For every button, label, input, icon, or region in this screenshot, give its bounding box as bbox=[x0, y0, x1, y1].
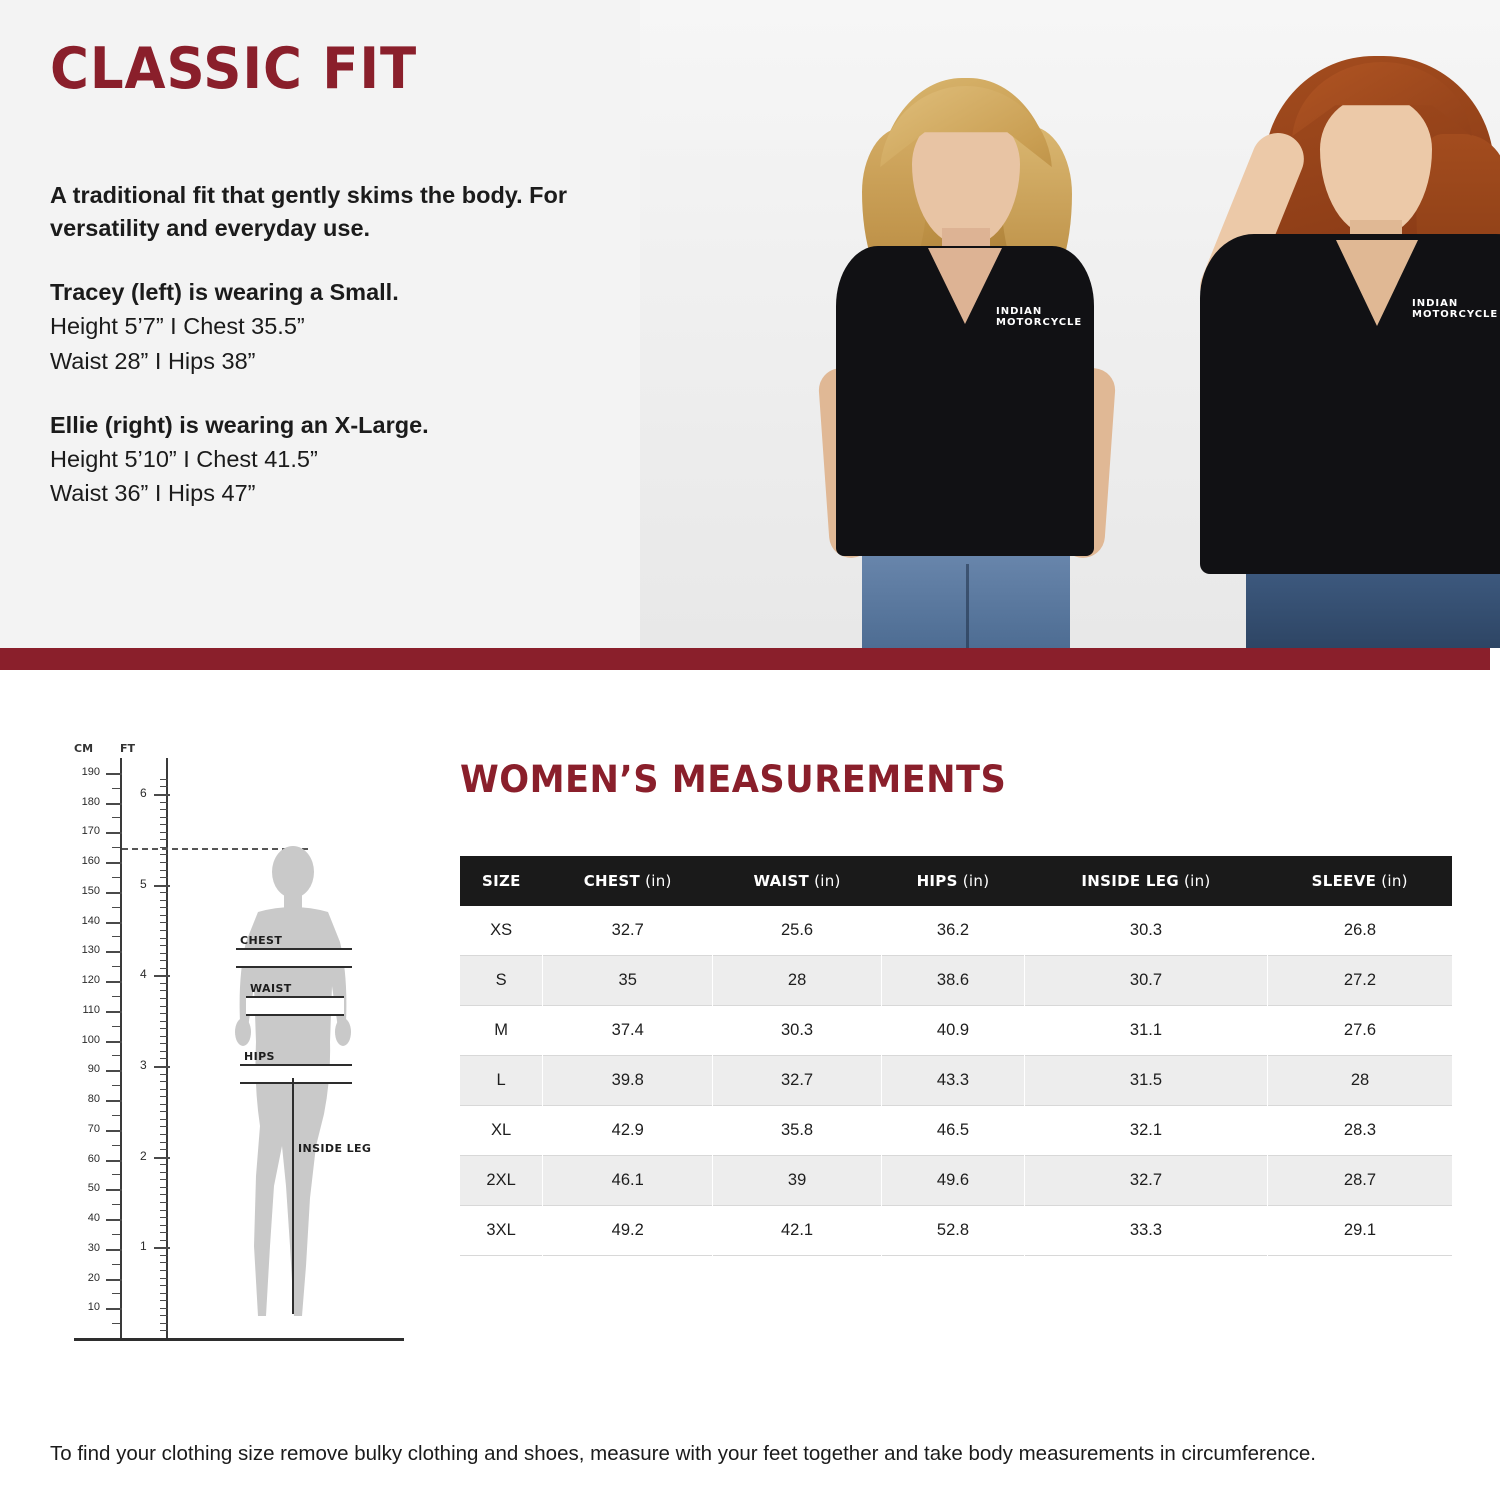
inside-leg-label: INSIDE LEG bbox=[298, 1142, 372, 1155]
cm-tick-major bbox=[106, 803, 122, 805]
ft-tick-minor bbox=[160, 1021, 168, 1022]
table-row bbox=[460, 956, 1452, 1006]
cm-tick-major bbox=[106, 1160, 122, 1162]
model-photos bbox=[640, 0, 1500, 648]
cell-measurement: 27.6 bbox=[1267, 1006, 1452, 1056]
cell-measurement: 28 bbox=[1267, 1056, 1452, 1106]
cell-size: L bbox=[460, 1056, 543, 1106]
cm-tick-label: 180 bbox=[81, 795, 100, 808]
cm-tick-major bbox=[106, 1308, 122, 1310]
cell-measurement: 27.2 bbox=[1267, 956, 1452, 1006]
ft-tick-minor bbox=[160, 847, 168, 848]
ft-tick-minor bbox=[160, 1179, 168, 1180]
cm-tick-minor bbox=[112, 1085, 120, 1086]
column-header-chest: CHEST (in) bbox=[543, 856, 713, 906]
ft-tick-minor bbox=[160, 1240, 168, 1241]
cm-tick-major bbox=[106, 1041, 122, 1043]
model-waist-hips: Waist 28” I Hips 38” bbox=[50, 347, 256, 374]
ft-tick-label: 6 bbox=[140, 786, 147, 801]
table-row bbox=[460, 906, 1452, 956]
cell-measurement: 32.7 bbox=[713, 1056, 882, 1106]
ft-tick-minor bbox=[160, 1051, 168, 1052]
column-header-sleeve: SLEEVE (in) bbox=[1267, 856, 1452, 906]
cm-tick-major bbox=[106, 832, 122, 834]
cell-measurement: 40.9 bbox=[881, 1006, 1024, 1056]
cm-tick-major bbox=[106, 1279, 122, 1281]
cell-measurement: 30.7 bbox=[1025, 956, 1268, 1006]
cm-tick-major bbox=[106, 892, 122, 894]
ft-tick-minor bbox=[160, 1330, 168, 1331]
cm-tick-minor bbox=[112, 877, 120, 878]
cm-tick-major bbox=[106, 981, 122, 983]
cell-measurement: 32.7 bbox=[1025, 1156, 1268, 1206]
ft-tick-label: 2 bbox=[140, 1148, 147, 1163]
ft-tick-minor bbox=[160, 1058, 168, 1059]
cell-measurement: 31.5 bbox=[1025, 1056, 1268, 1106]
cm-tick-minor bbox=[112, 1234, 120, 1235]
ft-tick-minor bbox=[160, 1232, 168, 1233]
table-row bbox=[460, 1056, 1452, 1106]
ft-tick-minor bbox=[160, 1225, 168, 1226]
cm-tick-label: 110 bbox=[82, 1003, 100, 1016]
cm-tick-minor bbox=[112, 817, 120, 818]
waist-band-label: WAIST bbox=[250, 982, 292, 995]
cm-tick-major bbox=[106, 773, 122, 775]
cm-tick-major bbox=[106, 1189, 122, 1191]
table-row bbox=[460, 1156, 1452, 1206]
cm-tick-label: 90 bbox=[87, 1063, 100, 1076]
table-head bbox=[460, 856, 1452, 906]
ft-tick-minor bbox=[160, 1255, 168, 1256]
ft-tick-minor bbox=[160, 1142, 168, 1143]
model-info-tracey bbox=[50, 275, 650, 377]
ft-tick-minor bbox=[160, 960, 168, 961]
cell-size: XS bbox=[460, 906, 543, 956]
ft-tick-minor bbox=[160, 922, 168, 923]
cm-tick-label: 160 bbox=[81, 855, 100, 868]
cell-measurement: 36.2 bbox=[881, 906, 1024, 956]
measurements-section bbox=[0, 670, 1500, 1500]
ft-tick-minor bbox=[160, 990, 168, 991]
ft-tick-minor bbox=[160, 1104, 168, 1105]
cm-tick-label: 40 bbox=[87, 1212, 100, 1225]
body-measurement-diagram bbox=[48, 742, 408, 1362]
ft-tick-minor bbox=[160, 1285, 168, 1286]
cm-tick-minor bbox=[112, 996, 120, 997]
hero-section bbox=[0, 0, 1500, 648]
ft-tick-label: 4 bbox=[140, 967, 147, 982]
column-header-hips: HIPS (in) bbox=[881, 856, 1024, 906]
cell-measurement: 30.3 bbox=[1025, 906, 1268, 956]
column-header-waist: WAIST (in) bbox=[713, 856, 882, 906]
waist-band bbox=[246, 996, 344, 1016]
shirt-logo: INDIAN MOTORCYCLE bbox=[1412, 298, 1499, 320]
inside-leg-line bbox=[292, 1078, 294, 1314]
ft-tick-minor bbox=[160, 1149, 168, 1150]
ft-tick-minor bbox=[160, 1119, 168, 1120]
cm-tick-label: 100 bbox=[81, 1033, 100, 1046]
ft-tick-minor bbox=[160, 817, 168, 818]
cm-axis-label: CM bbox=[74, 742, 94, 755]
ft-tick-minor bbox=[160, 1315, 168, 1316]
ft-tick-minor bbox=[160, 1172, 168, 1173]
cm-tick-minor bbox=[112, 788, 120, 789]
cell-measurement: 28.7 bbox=[1267, 1156, 1452, 1206]
ft-tick-minor bbox=[160, 1164, 168, 1165]
cell-size: M bbox=[460, 1006, 543, 1056]
cell-measurement: 32.7 bbox=[543, 906, 713, 956]
cm-tick-minor bbox=[112, 936, 120, 937]
ft-tick-minor bbox=[160, 1081, 168, 1082]
cm-tick-label: 50 bbox=[87, 1182, 100, 1195]
ft-tick-major bbox=[154, 1066, 170, 1068]
column-header-inside-leg: INSIDE LEG (in) bbox=[1025, 856, 1268, 906]
shirt-logo: INDIAN MOTORCYCLE bbox=[996, 306, 1083, 328]
cell-measurement: 29.1 bbox=[1267, 1206, 1452, 1256]
cm-axis-line bbox=[120, 758, 122, 1338]
female-body-silhouette bbox=[198, 846, 388, 1341]
ft-tick-minor bbox=[160, 1270, 168, 1271]
ft-axis-line bbox=[166, 758, 168, 1338]
model-height-chest: Height 5’7” I Chest 35.5” bbox=[50, 313, 305, 340]
ft-tick-minor bbox=[160, 877, 168, 878]
fit-description: A traditional fit that gently skims the body. For versatility and everyday use. bbox=[50, 181, 568, 242]
ft-tick-minor bbox=[160, 1028, 168, 1029]
footnote-text: To find your clothing size remove bulky clothing and shoes, measure with your feet together and take body measurements in circumference. bbox=[50, 1442, 1316, 1465]
ft-tick-minor bbox=[160, 1202, 168, 1203]
ft-tick-minor bbox=[160, 1262, 168, 1263]
cell-measurement: 32.1 bbox=[1025, 1106, 1268, 1156]
cm-tick-minor bbox=[112, 1264, 120, 1265]
cm-tick-minor bbox=[112, 1026, 120, 1027]
ft-tick-minor bbox=[160, 915, 168, 916]
cell-size: 2XL bbox=[460, 1156, 543, 1206]
cm-tick-label: 70 bbox=[87, 1122, 100, 1135]
cell-size: 3XL bbox=[460, 1206, 543, 1256]
cell-measurement: 43.3 bbox=[881, 1056, 1024, 1106]
ft-tick-label: 1 bbox=[140, 1239, 147, 1254]
model-name-size: Ellie (right) is wearing an X-Large. bbox=[50, 411, 429, 438]
ft-tick-minor bbox=[160, 945, 168, 946]
cm-tick-label: 120 bbox=[81, 974, 100, 987]
ft-tick-minor bbox=[160, 1126, 168, 1127]
ft-tick-minor bbox=[160, 930, 168, 931]
cm-tick-minor bbox=[112, 966, 120, 967]
ft-tick-minor bbox=[160, 1036, 168, 1037]
cm-tick-label: 140 bbox=[81, 914, 100, 927]
model-waist-hips: Waist 36” I Hips 47” bbox=[50, 479, 256, 506]
hips-band-label: HIPS bbox=[244, 1050, 275, 1063]
ft-tick-minor bbox=[160, 968, 168, 969]
page-title: CLASSIC FIT bbox=[50, 36, 418, 102]
model-figure-tracey bbox=[800, 68, 1130, 648]
cell-measurement: 52.8 bbox=[881, 1206, 1024, 1256]
table-title: WOMEN’S MEASUREMENTS bbox=[460, 758, 1007, 801]
ft-tick-minor bbox=[160, 802, 168, 803]
ft-tick-minor bbox=[160, 786, 168, 787]
cm-tick-minor bbox=[112, 847, 120, 848]
cell-measurement: 42.1 bbox=[713, 1206, 882, 1256]
cell-measurement: 46.1 bbox=[543, 1156, 713, 1206]
ft-tick-minor bbox=[160, 1300, 168, 1301]
table-header-row bbox=[460, 856, 1452, 906]
ft-tick-minor bbox=[160, 998, 168, 999]
cell-measurement: 33.3 bbox=[1025, 1206, 1268, 1256]
cm-tick-major bbox=[106, 1130, 122, 1132]
cm-tick-major bbox=[106, 1100, 122, 1102]
ft-tick-minor bbox=[160, 809, 168, 810]
cell-size: S bbox=[460, 956, 543, 1006]
cm-tick-minor bbox=[112, 907, 120, 908]
ft-tick-minor bbox=[160, 983, 168, 984]
cell-measurement: 28.3 bbox=[1267, 1106, 1452, 1156]
ft-tick-minor bbox=[160, 1308, 168, 1309]
size-chart-table bbox=[460, 856, 1452, 1256]
ft-tick-minor bbox=[160, 900, 168, 901]
ft-tick-minor bbox=[160, 1013, 168, 1014]
cell-measurement: 35 bbox=[543, 956, 713, 1006]
ft-tick-minor bbox=[160, 1111, 168, 1112]
cm-tick-major bbox=[106, 1011, 122, 1013]
ft-axis-label: FT bbox=[120, 742, 136, 755]
ft-tick-major bbox=[154, 885, 170, 887]
ft-tick-minor bbox=[160, 854, 168, 855]
cm-tick-label: 10 bbox=[87, 1301, 100, 1314]
cm-tick-label: 130 bbox=[81, 944, 100, 957]
ft-tick-minor bbox=[160, 779, 168, 780]
cm-tick-major bbox=[106, 922, 122, 924]
cm-tick-label: 60 bbox=[87, 1152, 100, 1165]
model-info-ellie bbox=[50, 408, 650, 510]
ft-tick-minor bbox=[160, 1134, 168, 1135]
cm-tick-label: 80 bbox=[87, 1093, 100, 1106]
cell-measurement: 31.1 bbox=[1025, 1006, 1268, 1056]
ft-tick-minor bbox=[160, 907, 168, 908]
table-body bbox=[460, 906, 1452, 1256]
cell-size: XL bbox=[460, 1106, 543, 1156]
model-figure-ellie bbox=[1180, 48, 1500, 648]
chest-band bbox=[236, 948, 352, 968]
table-row bbox=[460, 1006, 1452, 1056]
ft-tick-minor bbox=[160, 1293, 168, 1294]
cell-measurement: 39.8 bbox=[543, 1056, 713, 1106]
cm-tick-minor bbox=[112, 1204, 120, 1205]
ft-tick-minor bbox=[160, 862, 168, 863]
model-height-chest: Height 5’10” I Chest 41.5” bbox=[50, 445, 318, 472]
ft-tick-minor bbox=[160, 1089, 168, 1090]
tshirt-shape bbox=[1200, 234, 1500, 574]
ft-tick-minor bbox=[160, 892, 168, 893]
cell-measurement: 25.6 bbox=[713, 906, 882, 956]
cell-measurement: 28 bbox=[713, 956, 882, 1006]
ft-tick-minor bbox=[160, 1194, 168, 1195]
cm-tick-minor bbox=[112, 1174, 120, 1175]
ft-tick-minor bbox=[160, 839, 168, 840]
cm-tick-label: 20 bbox=[87, 1271, 100, 1284]
cm-tick-label: 30 bbox=[87, 1241, 100, 1254]
ft-tick-minor bbox=[160, 832, 168, 833]
hero-description-block bbox=[50, 179, 650, 510]
hero-text-block bbox=[50, 38, 650, 540]
cell-measurement: 39 bbox=[713, 1156, 882, 1206]
cm-tick-minor bbox=[112, 1115, 120, 1116]
ft-tick-minor bbox=[160, 1217, 168, 1218]
cm-tick-major bbox=[106, 862, 122, 864]
cm-tick-minor bbox=[112, 1323, 120, 1324]
chest-band-label: CHEST bbox=[240, 934, 283, 947]
ft-tick-minor bbox=[160, 1043, 168, 1044]
cell-measurement: 42.9 bbox=[543, 1106, 713, 1156]
cm-tick-major bbox=[106, 1219, 122, 1221]
table-row bbox=[460, 1206, 1452, 1256]
cm-tick-major bbox=[106, 1070, 122, 1072]
ft-tick-minor bbox=[160, 1323, 168, 1324]
cell-measurement: 49.2 bbox=[543, 1206, 713, 1256]
ft-tick-minor bbox=[160, 824, 168, 825]
cell-measurement: 30.3 bbox=[713, 1006, 882, 1056]
ft-tick-major bbox=[154, 1247, 170, 1249]
cell-measurement: 38.6 bbox=[881, 956, 1024, 1006]
ft-tick-minor bbox=[160, 1187, 168, 1188]
model-name-size: Tracey (left) is wearing a Small. bbox=[50, 279, 399, 306]
cm-tick-major bbox=[106, 1249, 122, 1251]
ft-tick-minor bbox=[160, 953, 168, 954]
cm-tick-minor bbox=[112, 1055, 120, 1056]
ft-tick-major bbox=[154, 794, 170, 796]
cell-measurement: 35.8 bbox=[713, 1106, 882, 1156]
divider-notch bbox=[1490, 648, 1500, 670]
cm-tick-minor bbox=[112, 1145, 120, 1146]
cm-tick-label: 190 bbox=[81, 765, 100, 778]
ft-tick-minor bbox=[160, 1074, 168, 1075]
column-header-size: SIZE bbox=[460, 856, 543, 906]
cell-measurement: 49.6 bbox=[881, 1156, 1024, 1206]
ft-tick-major bbox=[154, 975, 170, 977]
table-row bbox=[460, 1106, 1452, 1156]
cell-measurement: 46.5 bbox=[881, 1106, 1024, 1156]
hips-band bbox=[240, 1064, 352, 1084]
ft-tick-minor bbox=[160, 938, 168, 939]
cell-measurement: 37.4 bbox=[543, 1006, 713, 1056]
ft-tick-minor bbox=[160, 1278, 168, 1279]
cm-tick-major bbox=[106, 951, 122, 953]
ft-tick-label: 3 bbox=[140, 1058, 147, 1073]
ft-tick-minor bbox=[160, 1096, 168, 1097]
ft-tick-minor bbox=[160, 870, 168, 871]
cell-measurement: 26.8 bbox=[1267, 906, 1452, 956]
ft-tick-label: 5 bbox=[140, 876, 147, 891]
cm-tick-label: 150 bbox=[81, 884, 100, 897]
brand-divider-bar bbox=[0, 648, 1500, 670]
ft-tick-minor bbox=[160, 1210, 168, 1211]
ft-tick-minor bbox=[160, 1006, 168, 1007]
cm-tick-minor bbox=[112, 1293, 120, 1294]
ft-tick-major bbox=[154, 1157, 170, 1159]
cm-tick-label: 170 bbox=[81, 825, 100, 838]
